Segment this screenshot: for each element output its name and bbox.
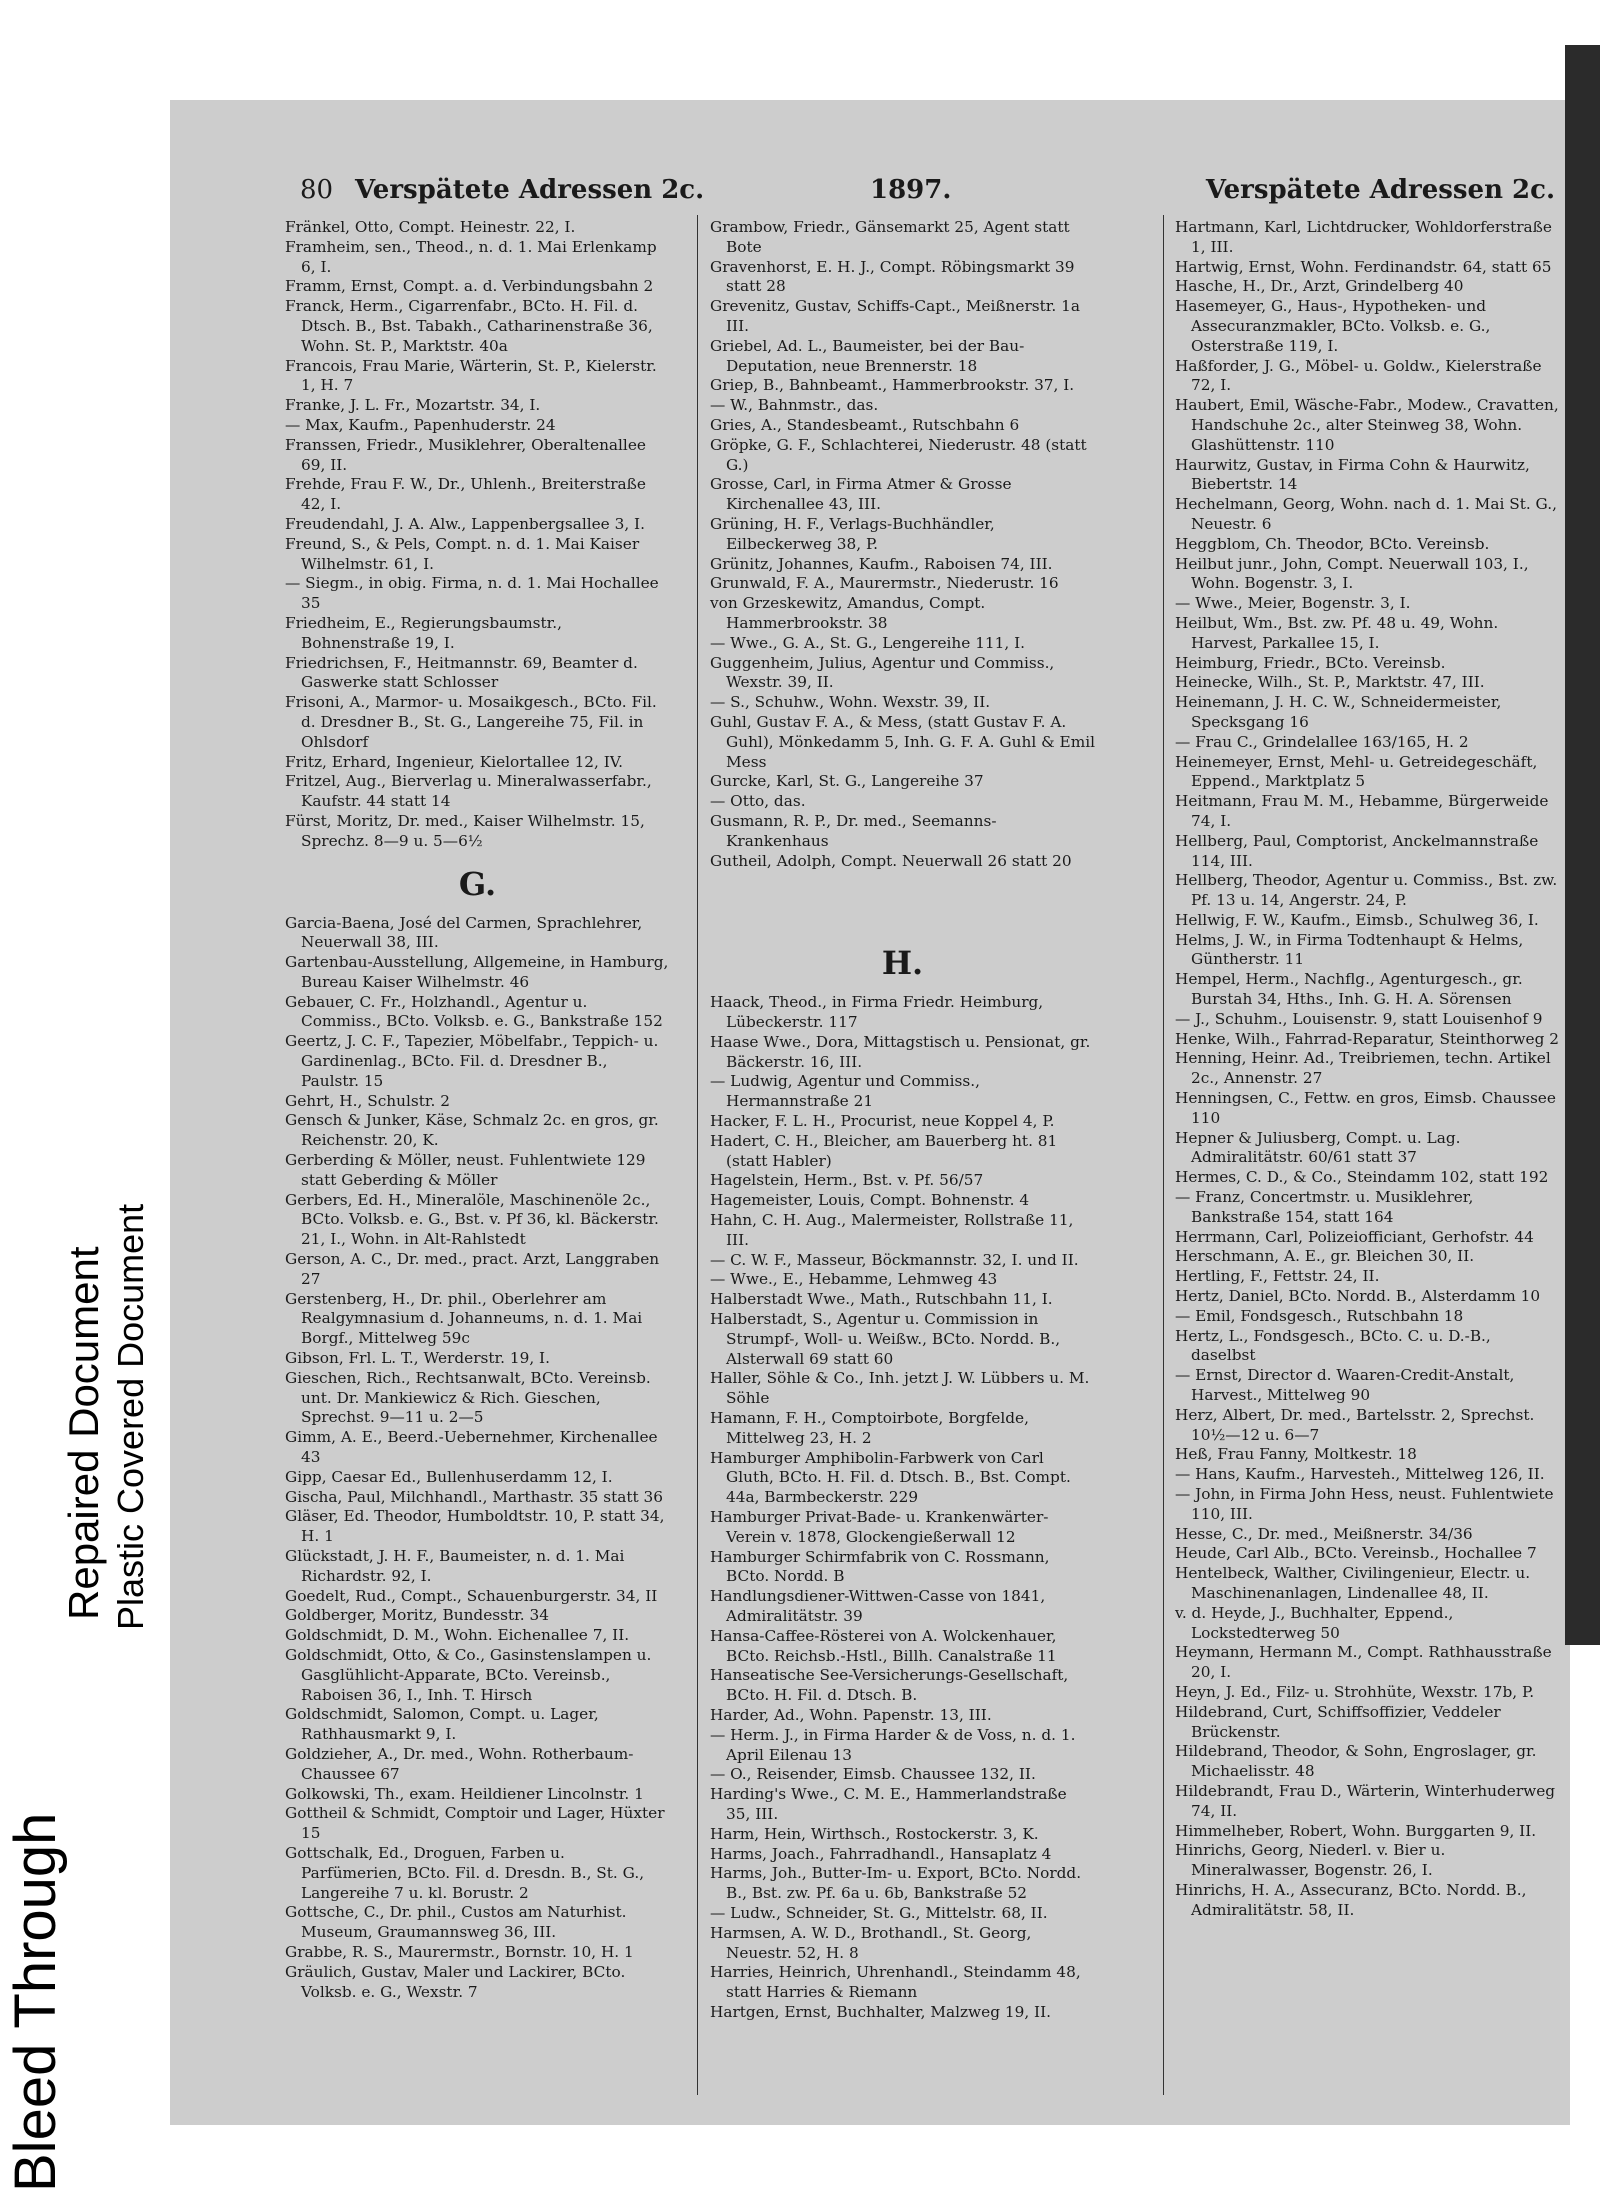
- directory-entry: Grunwald, F. A., Maurermstr., Niederustr. 16: [710, 574, 1059, 593]
- directory-entry: Grevenitz, Gustav, Schiffs-Capt., Meißnerstr. 1a III.: [710, 297, 1080, 335]
- directory-entry: Hamburger Privat-Bade- u. Krankenwärter-Verein v. 1878, Glockengießerwall 12: [710, 1508, 1049, 1546]
- directory-entry: Hansa-Caffee-Rösterei von A. Wolckenhauer, BCto. Reichsb.-Hstl., Billh. Canalstraße 11: [710, 1626, 1057, 1665]
- directory-entry: Harms, Joach., Fahrradhandl., Hansaplatz 4: [710, 1844, 1052, 1863]
- directory-entry: — Wwe., G. A., St. G., Lengereihe 111, I.: [710, 633, 1026, 652]
- directory-entry: Hahn, C. H. Aug., Malermeister, Rollstraße 11, III.: [710, 1211, 1074, 1249]
- directory-entry: Gebauer, C. Fr., Holzhandl., Agentur u. Commiss., BCto. Volksb. e. G., Bankstraße 152: [285, 992, 663, 1031]
- directory-entry: Haubert, Emil, Wäsche-Fabr., Modew., Cravatten, Handschuhe 2c., alter Steinweg 38, Wohn. Glashüttenstr. 110: [1175, 396, 1559, 454]
- directory-entry: Haßforder, J. G., Möbel- u. Goldw., Kielerstraße 72, I.: [1175, 356, 1542, 395]
- directory-entry: Harding's Wwe., C. M. E., Hammerlandstraße 35, III.: [710, 1785, 1067, 1823]
- directory-column-1: [285, 218, 670, 2002]
- directory-entry: Henning, Heinr. Ad., Treibriemen, techn. Artikel 2c., Annenstr. 27: [1175, 1049, 1551, 1088]
- directory-entry: Heinemeyer, Ernst, Mehl- u. Getreidegeschäft, Eppend., Marktplatz 5: [1175, 752, 1538, 791]
- directory-column-2: [710, 218, 1095, 2023]
- directory-entry: Hamann, F. H., Comptoirbote, Borgfelde, Mittelweg 23, H. 2: [710, 1409, 1029, 1447]
- directory-entry: Gurcke, Karl, St. G., Langereihe 37: [710, 772, 984, 791]
- directory-entry: Grüning, H. F., Verlags-Buchhändler, Eilbeckerweg 38, P.: [710, 514, 995, 553]
- directory-entry: Gerbers, Ed. H., Mineralöle, Maschinenöle 2c., BCto. Volksb. e. G., Bst. v. Pf 36, kl. Bäckerstr. 21, I., Wohn. in Alt-Rahlstedt: [285, 1190, 659, 1249]
- directory-entry: Herz, Albert, Dr. med., Bartelsstr. 2, Sprechst. 10½—12 u. 6—7: [1175, 1405, 1535, 1444]
- directory-entry: Heß, Frau Fanny, Moltkestr. 18: [1175, 1445, 1417, 1464]
- directory-entry: Hermes, C. D., & Co., Steindamm 102, statt 192: [1175, 1168, 1549, 1187]
- directory-entry: Gottschalk, Ed., Droguen, Farben u. Parfümerien, BCto. Fil. d. Dresdn. B., St. G., Langereihe 7 u. kl. Borustr. 2: [285, 1843, 645, 1902]
- directory-entry: Heilbut junr., John, Compt. Neuerwall 103, I., Wohn. Bogenstr. 3, I.: [1175, 554, 1529, 593]
- directory-entry: Geertz, J. C. F., Tapezier, Möbelfabr., Teppich- u. Gardinenlag., BCto. Fil. d. Dresdner B., Paulstr. 15: [285, 1032, 659, 1090]
- directory-entry: — Hans, Kaufm., Harvesteh., Mittelweg 126, II.: [1175, 1465, 1545, 1484]
- directory-entry: Harms, Joh., Butter-Im- u. Export, BCto. Nordd. B., Bst. zw. Pf. 6a u. 6b, Bankstraße 52: [710, 1864, 1082, 1903]
- directory-entry: — Siegm., in obig. Firma, n. d. 1. Mai Hochallee 35: [285, 574, 659, 613]
- directory-entry: Hesse, C., Dr. med., Meißnerstr. 34/36: [1175, 1524, 1473, 1543]
- header-year: 1897.: [870, 175, 952, 205]
- directory-column-3: [1175, 218, 1560, 1921]
- directory-entry: Hasche, H., Dr., Arzt, Grindelberg 40: [1175, 277, 1464, 296]
- directory-entry: Goedelt, Rud., Compt., Schauenburgerstr. 34, II: [285, 1586, 658, 1605]
- directory-entry: Gerson, A. C., Dr. med., pract. Arzt, Langgraben 27: [285, 1250, 660, 1288]
- directory-entry: Hartmann, Karl, Lichtdrucker, Wohldorferstraße 1, III.: [1175, 218, 1552, 256]
- directory-entry: Gräulich, Gustav, Maler und Lackirer, BCto. Volksb. e. G., Wexstr. 7: [285, 1962, 626, 2001]
- directory-entry: Hagelstein, Herm., Bst. v. Pf. 56/57: [710, 1171, 984, 1190]
- directory-entry: Hepner & Juliusberg, Compt. u. Lag. Admiralitätstr. 60/61 statt 37: [1175, 1128, 1461, 1167]
- directory-entry: Guhl, Gustav F. A., & Mess, (statt Gustav F. A. Guhl), Mönkedamm 5, Inh. G. F. A. Guhl & Emil Mess: [710, 712, 1096, 771]
- section-letter: H.: [881, 944, 924, 983]
- column-rule: [1163, 215, 1164, 2095]
- directory-entry: Hinrichs, H. A., Assecuranz, BCto. Nordd. B., Admiralitätstr. 58, II.: [1175, 1880, 1527, 1919]
- directory-entry: Haurwitz, Gustav, in Firma Cohn & Haurwitz, Biebertstr. 14: [1175, 455, 1530, 494]
- directory-entry: Gieschen, Rich., Rechtsanwalt, BCto. Vereinsb. unt. Dr. Mankiewicz & Rich. Gieschen, Sprechst. 9—11 u. 2—5: [285, 1368, 651, 1427]
- directory-entry: Hechelmann, Georg, Wohn. nach d. 1. Mai St. G., Neuestr. 6: [1175, 495, 1557, 533]
- repaired-document-label: Repaired Document: [60, 1246, 107, 1620]
- directory-entry: Gerberding & Möller, neust. Fuhlentwiete 129 statt Geberding & Möller: [285, 1151, 646, 1189]
- directory-entry: Heude, Carl Alb., BCto. Vereinsb., Hochallee 7: [1175, 1544, 1537, 1563]
- directory-entry: — J., Schuhm., Louisenstr. 9, statt Louisenhof 9: [1175, 1009, 1543, 1028]
- directory-entry: — Ludwig, Agentur und Commiss., Hermannstraße 21: [710, 1072, 980, 1111]
- directory-entry: Guggenheim, Julius, Agentur und Commiss., Wexstr. 39, II.: [710, 653, 1055, 692]
- directory-entry: Hartgen, Ernst, Buchhalter, Malzweg 19, II.: [710, 2002, 1051, 2021]
- directory-entry: — Max, Kaufm., Papenhuderstr. 24: [285, 415, 556, 434]
- header-left-title: Verspätete Adressen 2c.: [355, 175, 705, 205]
- directory-entry: Halberstadt, S., Agentur u. Commission in Strumpf-, Woll- u. Weißw., BCto. Nordd. B., Alsterwall 69 statt 60: [710, 1310, 1061, 1368]
- column-rule: [697, 215, 698, 2095]
- directory-entry: Hagemeister, Louis, Compt. Bohnenstr. 4: [710, 1191, 1030, 1210]
- directory-entry: — Frau C., Grindelallee 163/165, H. 2: [1175, 732, 1469, 751]
- directory-entry: Fränkel, Otto, Compt. Heinestr. 22, I.: [285, 218, 576, 236]
- directory-entry: — Otto, das.: [710, 792, 806, 811]
- directory-entry: Hempel, Herm., Nachflg., Agenturgesch., gr. Burstah 34, Hths., Inh. G. H. A. Sörensen: [1175, 970, 1523, 1009]
- directory-entry: Henningsen, C., Fettw. en gros, Eimsb. Chaussee 110: [1175, 1089, 1556, 1127]
- bleed-through-label: Bleed Through: [3, 1812, 68, 2192]
- directory-entry: Hartwig, Ernst, Wohn. Ferdinandstr. 64, statt 65: [1175, 257, 1552, 276]
- directory-entry: Grabbe, R. S., Maurermstr., Bornstr. 10, H. 1: [285, 1942, 634, 1961]
- directory-entry: — Franz, Concertmstr. u. Musiklehrer, Bankstraße 154, statt 164: [1175, 1188, 1474, 1226]
- header-right-title: Verspätete Adressen 2c.: [1205, 175, 1555, 205]
- directory-entry: Frehde, Frau F. W., Dr., Uhlenh., Breiterstraße 42, I.: [285, 475, 646, 514]
- directory-entry: Haller, Söhle & Co., Inh. jetzt J. W. Lübbers u. M. Söhle: [710, 1369, 1090, 1408]
- directory-entry: Gibson, Frl. L. T., Werderstr. 19, I.: [285, 1349, 550, 1368]
- directory-entry: Framheim, sen., Theod., n. d. 1. Mai Erlenkamp 6, I.: [285, 237, 657, 276]
- directory-entry: Grünitz, Johannes, Kaufm., Raboisen 74, III.: [710, 554, 1053, 573]
- directory-entry: Harm, Hein, Wirthsch., Rostockerstr. 3, K.: [710, 1824, 1039, 1843]
- directory-entry: Franck, Herm., Cigarrenfabr., BCto. H. Fil. d. Dtsch. B., Bst. Tabakh., Catharinenstraße 36, Wohn. St. P., Marktstr. 40a: [285, 297, 653, 355]
- directory-entry: Grosse, Carl, in Firma Atmer & Grosse Kirchenallee 43, III.: [710, 475, 1012, 514]
- directory-entry: Frisoni, A., Marmor- u. Mosaikgesch., BCto. Fil. d. Dresdner B., St. G., Langereihe 75, Fil. in Ohlsdorf: [285, 693, 657, 751]
- page-number: 80: [300, 175, 334, 205]
- directory-entry: Hinrichs, Georg, Niederl. v. Bier u. Mineralwasser, Bogenstr. 26, I.: [1175, 1841, 1446, 1880]
- directory-entry: Haack, Theod., in Firma Friedr. Heimburg, Lübeckerstr. 117: [710, 993, 1044, 1032]
- directory-entry: Gusmann, R. P., Dr. med., Seemanns-Krankenhaus: [710, 811, 997, 850]
- directory-entry: Golkowski, Th., exam. Heildiener Lincolnstr. 1: [285, 1784, 644, 1803]
- directory-entry: Hellberg, Paul, Comptorist, Anckelmannstraße 114, III.: [1175, 831, 1539, 870]
- directory-entry: Hildebrand, Theodor, & Sohn, Engroslager, gr. Michaelisstr. 48: [1175, 1742, 1537, 1781]
- directory-entry: Gottsche, C., Dr. phil., Custos am Naturhist. Museum, Graumannsweg 36, III.: [285, 1903, 627, 1942]
- directory-entry: Friedheim, E., Regierungsbaumstr., Bohnenstraße 19, I.: [285, 613, 563, 652]
- directory-entry: Goldzieher, A., Dr. med., Wohn. Rotherbaum-Chaussee 67: [285, 1744, 634, 1783]
- directory-entry: Grambow, Friedr., Gänsemarkt 25, Agent statt Bote: [710, 218, 1070, 256]
- directory-entry: Fritz, Erhard, Ingenieur, Kielortallee 12, IV.: [285, 752, 624, 771]
- directory-entry: Gerstenberg, H., Dr. phil., Oberlehrer am Realgymnasium d. Johanneums, n. d. 1. Mai Borgf., Mittelweg 59c: [285, 1289, 643, 1348]
- directory-entry: Himmelheber, Robert, Wohn. Burggarten 9, II.: [1175, 1821, 1537, 1840]
- directory-entry: Goldberger, Moritz, Bundesstr. 34: [285, 1606, 549, 1625]
- directory-entry: Heinecke, Wilh., St. P., Marktstr. 47, III.: [1175, 673, 1485, 692]
- section-spacer: [710, 871, 1095, 931]
- directory-entry: Heilbut, Wm., Bst. zw. Pf. 48 u. 49, Wohn. Harvest, Parkallee 15, I.: [1175, 613, 1499, 652]
- directory-entry: Heggblom, Ch. Theodor, BCto. Vereinsb.: [1175, 534, 1490, 553]
- directory-entry: Heyn, J. Ed., Filz- u. Strohhüte, Wexstr. 17b, P.: [1175, 1682, 1535, 1701]
- directory-entry: Herschmann, A. E., gr. Bleichen 30, II.: [1175, 1247, 1475, 1266]
- plastic-covered-label: Plastic Covered Document: [110, 1203, 151, 1630]
- dark-edge-strip: [1565, 45, 1600, 1645]
- page-header: [300, 175, 1555, 211]
- directory-entry: Freudendahl, J. A. Alw., Lappenbergsallee 3, I.: [285, 514, 645, 533]
- directory-entry: v. d. Heyde, J., Buchhalter, Eppend., Lockstedterweg 50: [1175, 1603, 1454, 1642]
- directory-entry: Helms, J. W., in Firma Todtenhaupt & Helms, Güntherstr. 11: [1175, 930, 1524, 969]
- directory-entry: — John, in Firma John Hess, neust. Fuhlentwiete 110, III.: [1175, 1485, 1554, 1523]
- directory-entry: — Emil, Fondsgesch., Rutschbahn 18: [1175, 1306, 1464, 1325]
- directory-entry: Hildebrandt, Frau D., Wärterin, Winterhuderweg 74, II.: [1175, 1781, 1556, 1820]
- directory-entry: Heimburg, Friedr., BCto. Vereinsb.: [1175, 653, 1446, 672]
- directory-entry: Halberstadt Wwe., Math., Rutschbahn 11, I.: [710, 1290, 1053, 1309]
- directory-entry: Gensch & Junker, Käse, Schmalz 2c. en gros, gr. Reichenstr. 20, K.: [285, 1111, 659, 1150]
- directory-entry: Gravenhorst, E. H. J., Compt. Röbingsmarkt 39 statt 28: [710, 257, 1075, 296]
- directory-entry: Framm, Ernst, Compt. a. d. Verbindungsbahn 2: [285, 277, 654, 296]
- directory-entry: Hanseatische See-Versicherungs-Gesellschaft, BCto. H. Fil. d. Dtsch. B.: [710, 1666, 1069, 1705]
- directory-entry: Hamburger Schirmfabrik von C. Rossmann, BCto. Nordd. B: [710, 1547, 1050, 1586]
- directory-entry: Hertling, F., Fettstr. 24, II.: [1175, 1267, 1380, 1286]
- directory-entry: Gries, A., Standesbeamt., Rutschbahn 6: [710, 415, 1020, 434]
- directory-entry: Gehrt, H., Schulstr. 2: [285, 1091, 450, 1110]
- directory-entry: Herrmann, Carl, Polizeiofficiant, Gerhofstr. 44: [1175, 1227, 1534, 1246]
- directory-entry: — O., Reisender, Eimsb. Chaussee 132, II.: [710, 1765, 1036, 1784]
- directory-entry: Griebel, Ad. L., Baumeister, bei der Bau-Deputation, neue Brennerstr. 18: [710, 336, 1025, 375]
- directory-entry: von Grzeskewitz, Amandus, Compt. Hammerbrookstr. 38: [710, 594, 986, 632]
- directory-entry: Gipp, Caesar Ed., Bullenhuserdamm 12, I.: [285, 1467, 613, 1486]
- section-letter: G.: [458, 864, 497, 903]
- directory-entry: Freund, S., & Pels, Compt. n. d. 1. Mai Kaiser Wilhelmstr. 61, I.: [285, 534, 640, 573]
- directory-entry: Gröpke, G. F., Schlachterei, Niederustr. 48 (statt G.): [710, 435, 1087, 474]
- directory-entry: Glückstadt, J. H. F., Baumeister, n. d. 1. Mai Richardstr. 92, I.: [285, 1547, 625, 1585]
- directory-entry: Griep, B., Bahnbeamt., Hammerbrookstr. 37, I.: [710, 376, 1075, 395]
- directory-entry: — Wwe., Meier, Bogenstr. 3, I.: [1175, 594, 1411, 613]
- directory-entry: Friedrichsen, F., Heitmannstr. 69, Beamter d. Gaswerke statt Schlosser: [285, 653, 638, 692]
- directory-entry: Hildebrand, Curt, Schiffsoffizier, Veddeler Brückenstr.: [1175, 1702, 1501, 1741]
- directory-entry: Franke, J. L. Fr., Mozartstr. 34, I.: [285, 396, 541, 415]
- directory-entry: Fritzel, Aug., Bierverlag u. Mineralwasserfabr., Kaufstr. 44 statt 14: [285, 772, 652, 811]
- directory-entry: Hadert, C. H., Bleicher, am Bauerberg ht. 81 (statt Habler): [710, 1131, 1058, 1170]
- side-label-panel: [0, 520, 165, 2192]
- directory-entry: Hellberg, Theodor, Agentur u. Commiss., Bst. zw. Pf. 13 u. 14, Angerstr. 24, P.: [1175, 871, 1558, 910]
- directory-entry: Gutheil, Adolph, Compt. Neuerwall 26 statt 20: [710, 851, 1072, 870]
- directory-entry: — Wwe., E., Hebamme, Lehmweg 43: [710, 1270, 998, 1289]
- directory-entry: Hamburger Amphibolin-Farbwerk von Carl Gluth, BCto. H. Fil. d. Dtsch. B., Bst. Compt. 44a, Barmbeckerstr. 229: [710, 1448, 1071, 1507]
- directory-entry: Goldschmidt, Salomon, Compt. u. Lager, Rathhausmarkt 9, I.: [285, 1705, 599, 1744]
- directory-entry: Francois, Frau Marie, Wärterin, St. P., Kielerstr. 1, H. 7: [285, 356, 657, 395]
- directory-entry: Fürst, Moritz, Dr. med., Kaiser Wilhelmstr. 15, Sprechz. 8—9 u. 5—6½: [285, 811, 645, 850]
- directory-entry: Haase Wwe., Dora, Mittagstisch u. Pensionat, gr. Bäckerstr. 16, III.: [710, 1032, 1091, 1071]
- directory-entry: Goldschmidt, D. M., Wohn. Eichenallee 7, II.: [285, 1626, 630, 1645]
- directory-entry: Hertz, Daniel, BCto. Nordd. B., Alsterdamm 10: [1175, 1287, 1541, 1306]
- directory-entry: Gartenbau-Ausstellung, Allgemeine, in Hamburg, Bureau Kaiser Wilhelmstr. 46: [285, 953, 669, 991]
- directory-entry: Hacker, F. L. H., Procurist, neue Koppel 4, P.: [710, 1112, 1055, 1131]
- directory-entry: Heitmann, Frau M. M., Hebamme, Bürgerweide 74, I.: [1175, 792, 1549, 830]
- directory-entry: Franssen, Friedr., Musiklehrer, Oberaltenallee 69, II.: [285, 435, 646, 474]
- directory-entry: Hentelbeck, Walther, Civilingenieur, Electr. u. Maschinenanlagen, Lindenallee 48, II.: [1175, 1564, 1531, 1602]
- directory-entry: Hellwig, F. W., Kaufm., Eimsb., Schulweg 36, I.: [1175, 910, 1539, 929]
- directory-entry: Henke, Wilh., Fahrrad-Reparatur, Steinthorweg 2: [1175, 1029, 1559, 1048]
- directory-entry: Garcia-Baena, José del Carmen, Sprachlehrer, Neuerwall 38, III.: [285, 913, 643, 952]
- directory-entry: Goldschmidt, Otto, & Co., Gasinstenslampen u. Gasglühlicht-Apparate, BCto. Vereinsb., Raboisen 36, I., Inh. T. Hirsch: [285, 1645, 652, 1704]
- directory-entry: — Ernst, Director d. Waaren-Credit-Anstalt, Harvest., Mittelweg 90: [1175, 1366, 1515, 1405]
- directory-entry: — C. W. F., Masseur, Böckmannstr. 32, I. und II.: [710, 1250, 1079, 1269]
- directory-entry: — S., Schuhw., Wohn. Wexstr. 39, II.: [710, 693, 991, 712]
- directory-entry: — Herm. J., in Firma Harder & de Voss, n. d. 1. April Eilenau 13: [710, 1725, 1076, 1764]
- directory-entry: Handlungsdiener-Wittwen-Casse von 1841, Admiralitätstr. 39: [710, 1587, 1046, 1625]
- directory-entry: Harder, Ad., Wohn. Papenstr. 13, III.: [710, 1705, 992, 1724]
- directory-entry: Gimm, A. E., Beerd.-Uebernehmer, Kirchenallee 43: [285, 1428, 658, 1467]
- directory-entry: Hasemeyer, G., Haus-, Hypotheken- und Assecuranzmakler, BCto. Volksb. e. G., Osterstraße 119, I.: [1175, 297, 1491, 355]
- directory-entry: — W., Bahnmstr., das.: [710, 396, 879, 415]
- directory-entry: Gläser, Ed. Theodor, Humboldtstr. 10, P. statt 34, H. 1: [285, 1507, 665, 1546]
- directory-entry: Gischa, Paul, Milchhandl., Marthastr. 35 statt 36: [285, 1487, 664, 1506]
- directory-entry: Harmsen, A. W. D., Brothandl., St. Georg, Neuestr. 52, H. 8: [710, 1923, 1032, 1962]
- directory-entry: Harries, Heinrich, Uhrenhandl., Steindamm 48, statt Harries & Riemann: [710, 1963, 1081, 2002]
- directory-entry: Heinemann, J. H. C. W., Schneidermeister, Specksgang 16: [1175, 693, 1502, 731]
- directory-entry: Gottheil & Schmidt, Comptoir und Lager, Hüxter 15: [285, 1804, 665, 1843]
- directory-entry: Heymann, Hermann M., Compt. Rathhausstraße 20, I.: [1175, 1643, 1552, 1682]
- directory-entry: — Ludw., Schneider, St. G., Mittelstr. 68, II.: [710, 1903, 1048, 1922]
- directory-entry: Hertz, L., Fondsgesch., BCto. C. u. D.-B., daselbst: [1175, 1326, 1491, 1365]
